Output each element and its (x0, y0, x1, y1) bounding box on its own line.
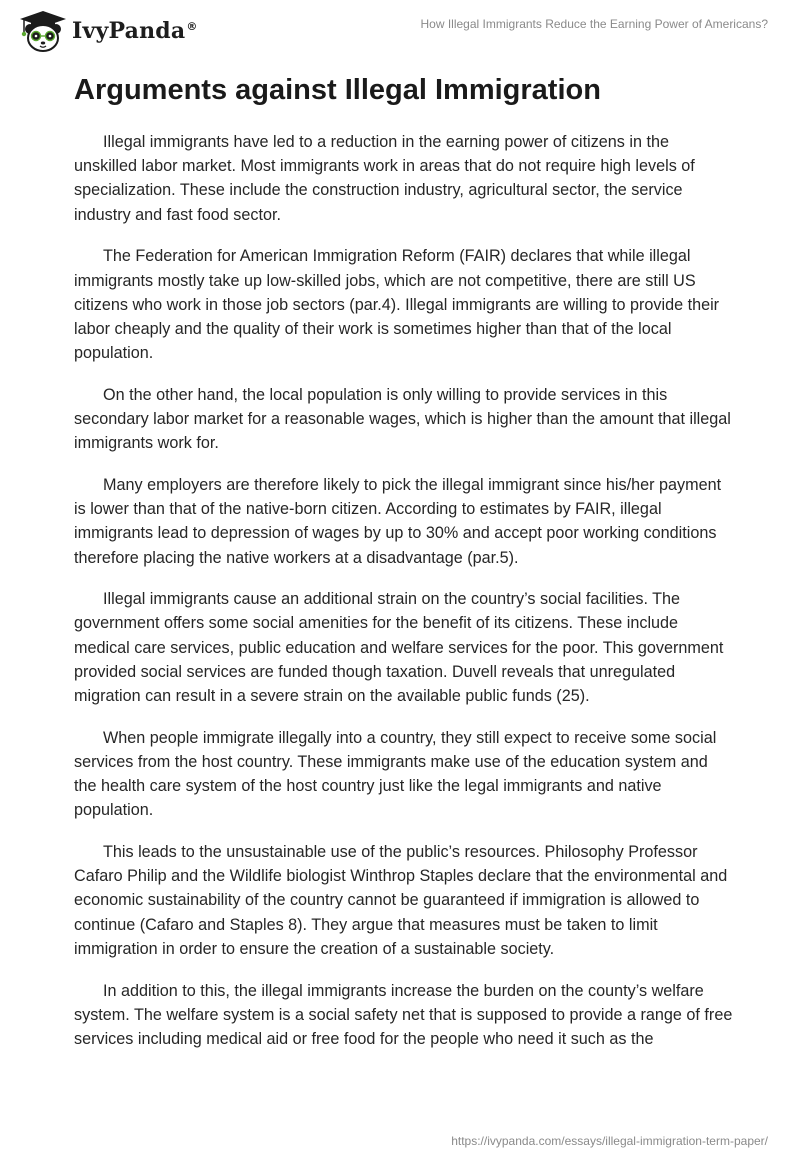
paragraph: Illegal immigrants have led to a reduction in the earning power of citizens in the unskilled labor market. Most immigrants work in areas that do not require high levels of specialization. These include the construction industry, agricultural sector, the service industry and fast food sector. (74, 133, 695, 224)
panda-graduate-icon (16, 9, 70, 53)
paragraph: Many employers are therefore likely to pick the illegal immigrant since his/her payment is lower than that of the native-born citizen. According to estimates by FAIR, illegal immigrants lead to depression of wages by up to 30% and accept poor working conditions therefore placing the native workers at a disadvantage (par.5). (74, 475, 722, 567)
page-header (0, 0, 800, 60)
brand-name: IvyPanda® (72, 18, 198, 44)
paragraph: The Federation for American Immigration Reform (FAIR) declares that while illegal immigrants mostly take up low-skilled jobs, which are not competitive, there are still US citizens who work in those job sectors (par.4). Illegal immigrants are willing to provide their labor cheaply and the quality of their work is sometimes higher than that of the local population. (74, 247, 720, 363)
paragraph: When people immigrate illegally into a country, they still expect to receive some social services from the host country. These immigrants make use of the education system and the health care system of the host country just like the legal immigrants and native population. (74, 728, 717, 820)
source-url-link[interactable]: https://ivypanda.com/essays/illegal-immigration-term-paper/ (451, 1134, 768, 1148)
ivypanda-logo[interactable] (16, 9, 198, 53)
paragraph: In addition to this, the illegal immigrants increase the burden on the county’s welfare system. The welfare system is a social safety net that is supposed to provide a range of free services including medical aid or free food for the people who need it such as the (74, 981, 733, 1048)
document-title: How Illegal Immigrants Reduce the Earning Power of Americans? (420, 17, 768, 31)
registered-mark: ® (186, 19, 198, 33)
paragraph: This leads to the unsustainable use of the public’s resources. Philosophy Professor Cafaro Philip and the Wildlife biologist Winthrop Staples declare that the environmental and economic sustainability of the country cannot be guaranteed if immigration is allowed to continue (Cafaro and Staples 8). They argue that measures must be taken to limit immigration in order to ensure the creation of a sustainable society. (74, 843, 728, 958)
paragraph: On the other hand, the local population is only willing to provide services in this secondary labor market for a reasonable wages, which is higher than the amount that illegal immigrants work for. (74, 385, 731, 453)
section-heading: Arguments against Illegal Immigration (74, 74, 601, 106)
article-body (74, 72, 734, 1069)
paragraph: Illegal immigrants cause an additional strain on the country’s social facilities. The government offers some social amenities for the benefit of its citizens. These include medical care services, public education and welfare services for the poor. This government provided social services are funded though taxation. Duvell reveals that unregulated migration can result in a severe strain on the available public funds (25). (74, 590, 724, 706)
